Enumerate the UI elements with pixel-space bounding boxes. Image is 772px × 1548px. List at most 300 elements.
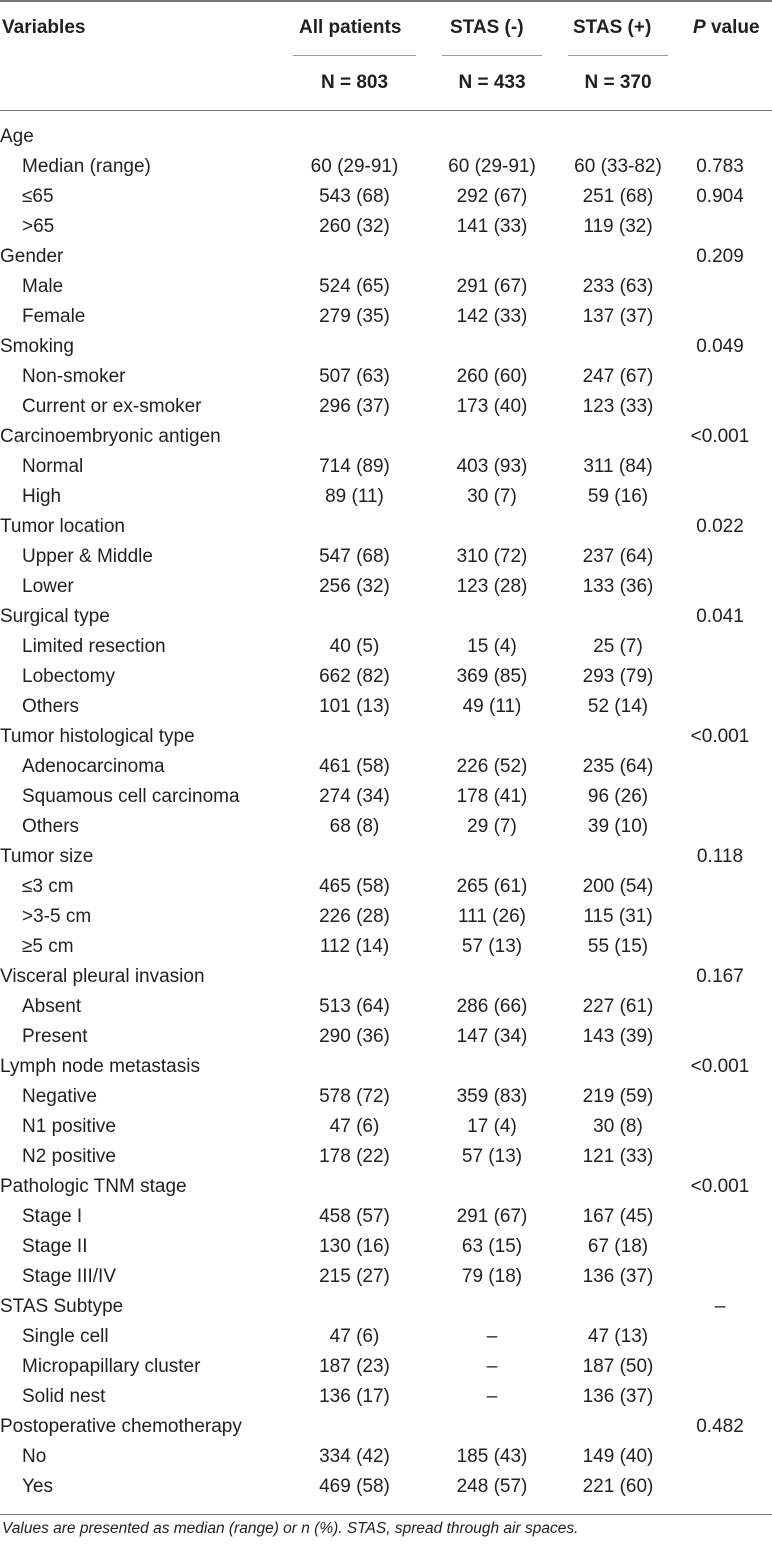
cell-all-patients — [293, 1292, 416, 1322]
cell-all-patients: 112 (14) — [319, 936, 390, 957]
row-label: N2 positive — [22, 1146, 116, 1167]
table-row — [0, 1112, 772, 1142]
row-label: STAS Subtype — [0, 1296, 124, 1317]
cell-all-patients: 279 (35) — [319, 306, 390, 327]
cell-stas-positive: 167 (45) — [582, 1206, 654, 1227]
spacer — [416, 722, 442, 752]
footnote: Values are presented as median (range) or n (%). STAS, spread through air spaces. — [2, 1520, 579, 1537]
spacer — [416, 272, 442, 302]
spacer — [416, 692, 442, 722]
row-label: Smoking — [0, 336, 74, 357]
cell-stas-negative: 29 (7) — [467, 816, 517, 837]
spacer — [542, 212, 568, 242]
cell-stas-negative: 185 (43) — [456, 1446, 528, 1467]
cell-stas-positive: 60 (33-82) — [574, 156, 662, 177]
row-label: Solid nest — [22, 1386, 106, 1407]
spacer — [542, 302, 568, 332]
spacer — [416, 242, 442, 272]
header-p-value — [693, 17, 760, 39]
p-rest: value — [705, 17, 760, 38]
cell-all-patients: 136 (17) — [319, 1386, 390, 1407]
cell-stas-negative — [442, 722, 542, 752]
cell-stas-negative: 291 (67) — [456, 1206, 528, 1227]
cell-stas-positive: 221 (60) — [582, 1476, 654, 1497]
spacer — [416, 392, 442, 422]
row-label: Others — [22, 696, 80, 717]
cell-p-value — [668, 752, 772, 782]
table-row — [0, 1382, 772, 1412]
cell-stas-positive — [568, 1052, 668, 1082]
spacer — [542, 842, 568, 872]
cell-stas-positive: 136 (37) — [582, 1386, 654, 1407]
cell-stas-positive: 136 (37) — [582, 1266, 654, 1287]
spacer — [542, 782, 568, 812]
spacer — [542, 1232, 568, 1262]
cell-stas-negative: 173 (40) — [456, 396, 528, 417]
cell-all-patients: 461 (58) — [319, 756, 390, 777]
spacer — [542, 602, 568, 632]
table-row — [0, 182, 772, 212]
table-row — [0, 692, 772, 722]
cell-stas-negative — [442, 1052, 542, 1082]
cell-all-patients: 290 (36) — [319, 1026, 390, 1047]
cell-stas-negative: 286 (66) — [456, 996, 528, 1017]
cell-p-value — [668, 122, 772, 152]
spacer — [416, 182, 442, 212]
top-rule — [0, 0, 772, 2]
cell-stas-positive: 67 (18) — [587, 1236, 649, 1257]
cell-stas-positive: 233 (63) — [582, 276, 654, 297]
bottom-rule — [0, 1514, 772, 1515]
spacer — [542, 572, 568, 602]
spacer — [416, 542, 442, 572]
spacer — [542, 482, 568, 512]
cell-p-value — [668, 452, 772, 482]
cell-stas-positive: 30 (8) — [593, 1116, 643, 1137]
header-rule — [0, 110, 772, 111]
row-label: Median (range) — [22, 156, 151, 177]
cell-stas-positive — [568, 722, 668, 752]
table-row — [0, 1442, 772, 1472]
spacer — [542, 452, 568, 482]
cell-stas-negative: 123 (28) — [456, 576, 528, 597]
spacer — [542, 1082, 568, 1112]
spacer — [542, 1022, 568, 1052]
row-label: Adenocarcinoma — [22, 756, 165, 777]
spacer — [542, 512, 568, 542]
table-row — [0, 1202, 772, 1232]
spacer — [416, 962, 442, 992]
row-label: N1 positive — [22, 1116, 116, 1137]
cell-stas-positive: 115 (31) — [583, 906, 653, 927]
table-row — [0, 1142, 772, 1172]
spacer — [542, 1382, 568, 1412]
cell-stas-negative: 141 (33) — [456, 216, 528, 237]
spacer — [416, 1172, 442, 1202]
group-header-row — [0, 512, 772, 542]
cell-stas-negative — [442, 962, 542, 992]
row-label: Surgical type — [0, 606, 110, 627]
cell-stas-negative: 15 (4) — [467, 636, 517, 657]
table-row — [0, 572, 772, 602]
cell-stas-negative: 291 (67) — [456, 276, 528, 297]
spacer — [542, 992, 568, 1022]
cell-all-patients: 578 (72) — [319, 1086, 390, 1107]
row-label: >65 — [22, 216, 55, 237]
cell-p-value — [668, 1472, 772, 1502]
group-header-row — [0, 1412, 772, 1442]
cell-all-patients: 178 (22) — [319, 1146, 390, 1167]
row-label: Lymph node metastasis — [0, 1056, 200, 1077]
row-label: ≥5 cm — [22, 936, 74, 957]
row-label: >3-5 cm — [22, 906, 92, 927]
spacer — [542, 1112, 568, 1142]
cell-p-value — [668, 482, 772, 512]
spacer — [542, 152, 568, 182]
spacer — [542, 872, 568, 902]
spacer — [416, 1322, 442, 1352]
row-label: Lobectomy — [22, 666, 115, 687]
spacer — [416, 1052, 442, 1082]
spacer — [416, 812, 442, 842]
cell-stas-positive: 121 (33) — [582, 1146, 654, 1167]
table-row — [0, 212, 772, 242]
spacer — [542, 1172, 568, 1202]
table-row — [0, 1082, 772, 1112]
cell-stas-positive — [568, 1412, 668, 1442]
spacer — [416, 1442, 442, 1472]
cell-stas-negative: 57 (13) — [461, 936, 523, 957]
row-label: Normal — [22, 456, 84, 477]
spacer — [416, 1022, 442, 1052]
cell-all-patients: 226 (28) — [319, 906, 390, 927]
cell-stas-positive: 137 (37) — [582, 306, 654, 327]
cell-all-patients — [293, 722, 416, 752]
row-label: Stage II — [22, 1236, 88, 1257]
spacer — [416, 1262, 442, 1292]
cell-stas-negative: 17 (4) — [467, 1116, 517, 1137]
row-label: Stage III/IV — [22, 1266, 116, 1287]
table-row — [0, 1322, 772, 1352]
cell-stas-positive: 55 (15) — [587, 936, 649, 957]
spacer — [416, 482, 442, 512]
cell-all-patients — [293, 962, 416, 992]
spacer — [416, 332, 442, 362]
cell-p-value: <0.001 — [690, 1056, 750, 1077]
row-label: Negative — [22, 1086, 97, 1107]
cell-stas-positive: 133 (36) — [582, 576, 654, 597]
spacer — [542, 422, 568, 452]
table-row — [0, 362, 772, 392]
cell-all-patients: 47 (6) — [329, 1116, 380, 1137]
cell-stas-positive: 39 (10) — [587, 816, 649, 837]
header-underline-pos — [568, 55, 668, 56]
row-label: Female — [22, 306, 86, 327]
row-label: Limited resection — [22, 636, 166, 657]
cell-stas-positive: 200 (54) — [582, 876, 654, 897]
cell-stas-negative: 260 (60) — [456, 366, 528, 387]
cell-all-patients: 130 (16) — [319, 1236, 390, 1257]
row-label: Single cell — [22, 1326, 109, 1347]
spacer — [416, 212, 442, 242]
cell-p-value: 0.041 — [696, 606, 744, 627]
table-row — [0, 992, 772, 1022]
row-label: Current or ex-smoker — [22, 396, 202, 417]
cell-stas-negative — [442, 122, 542, 152]
cell-stas-positive — [568, 602, 668, 632]
spacer — [416, 1112, 442, 1142]
spacer — [542, 122, 568, 152]
row-label: Upper & Middle — [22, 546, 153, 567]
cell-p-value — [668, 662, 772, 692]
spacer — [542, 902, 568, 932]
group-header-row — [0, 122, 772, 152]
cell-stas-positive — [568, 842, 668, 872]
spacer — [416, 632, 442, 662]
cell-stas-negative: 265 (61) — [456, 876, 528, 897]
cell-stas-negative: 57 (13) — [461, 1146, 523, 1167]
cell-all-patients — [293, 1412, 416, 1442]
cell-stas-negative — [442, 1172, 542, 1202]
group-header-row — [0, 722, 772, 752]
group-header-row — [0, 422, 772, 452]
cell-all-patients — [293, 512, 416, 542]
cell-all-patients: 89 (11) — [325, 486, 384, 507]
header-variables: Variables — [2, 17, 86, 38]
spacer — [416, 782, 442, 812]
group-header-row — [0, 1052, 772, 1082]
cell-stas-negative: 403 (93) — [456, 456, 528, 477]
row-label: Yes — [22, 1476, 53, 1497]
cell-stas-positive: 237 (64) — [582, 546, 654, 567]
cell-stas-negative — [442, 512, 542, 542]
cell-p-value — [668, 272, 772, 302]
row-label: Age — [0, 126, 34, 147]
cell-stas-negative: 111 (26) — [458, 906, 526, 927]
spacer — [416, 992, 442, 1022]
spacer — [416, 902, 442, 932]
spacer — [542, 692, 568, 722]
cell-stas-negative: 142 (33) — [456, 306, 528, 327]
row-label: ≤3 cm — [22, 876, 74, 897]
group-header-row — [0, 242, 772, 272]
cell-stas-negative: 292 (67) — [456, 186, 528, 207]
cell-p-value: – — [714, 1296, 726, 1317]
spacer — [416, 1412, 442, 1442]
cell-p-value — [668, 542, 772, 572]
row-label: High — [22, 486, 62, 507]
cell-p-value — [668, 1262, 772, 1292]
cell-stas-positive — [568, 332, 668, 362]
cell-p-value — [668, 782, 772, 812]
spacer — [416, 1202, 442, 1232]
cell-p-value: 0.022 — [696, 516, 744, 537]
cell-stas-negative: 30 (7) — [467, 486, 517, 507]
cell-p-value — [668, 302, 772, 332]
table-row — [0, 1022, 772, 1052]
spacer — [542, 182, 568, 212]
cell-p-value — [668, 872, 772, 902]
spacer — [416, 422, 442, 452]
cell-stas-positive: 219 (59) — [582, 1086, 654, 1107]
spacer — [542, 662, 568, 692]
cell-stas-positive — [568, 242, 668, 272]
cell-stas-negative: – — [486, 1356, 498, 1377]
spacer — [542, 1472, 568, 1502]
table-row — [0, 392, 772, 422]
row-label: Lower — [22, 576, 74, 597]
cell-p-value — [668, 1352, 772, 1382]
cell-p-value — [668, 1382, 772, 1412]
cell-all-patients: 334 (42) — [319, 1446, 390, 1467]
cell-all-patients: 256 (32) — [319, 576, 390, 597]
cell-stas-negative — [442, 1412, 542, 1442]
spacer — [416, 512, 442, 542]
cell-all-patients: 458 (57) — [319, 1206, 390, 1227]
spacer — [542, 1202, 568, 1232]
p-italic: P — [693, 17, 706, 38]
cell-p-value: 0.783 — [696, 156, 744, 177]
spacer — [416, 1082, 442, 1112]
group-header-row — [0, 602, 772, 632]
cell-stas-positive: 149 (40) — [582, 1446, 654, 1467]
cell-all-patients: 507 (63) — [319, 366, 390, 387]
cell-stas-negative: 49 (11) — [462, 696, 522, 717]
cell-p-value — [668, 992, 772, 1022]
table-row — [0, 902, 772, 932]
row-label: Tumor histological type — [0, 726, 195, 747]
table-row — [0, 1232, 772, 1262]
spacer — [416, 1142, 442, 1172]
group-header-row — [0, 1172, 772, 1202]
table-row — [0, 812, 772, 842]
cell-all-patients — [293, 242, 416, 272]
table-row — [0, 632, 772, 662]
n-stas-positive: N = 370 — [584, 72, 652, 93]
cell-all-patients: 524 (65) — [319, 276, 390, 297]
header-stas-negative: STAS (-) — [450, 17, 524, 38]
spacer — [416, 842, 442, 872]
cell-stas-negative: 79 (18) — [461, 1266, 523, 1287]
cell-stas-positive: 293 (79) — [582, 666, 654, 687]
cell-stas-positive: 311 (84) — [583, 456, 653, 477]
spacer — [416, 452, 442, 482]
cell-p-value: 0.049 — [696, 336, 744, 357]
table-row — [0, 752, 772, 782]
cell-all-patients — [293, 602, 416, 632]
cell-all-patients — [293, 332, 416, 362]
table-row — [0, 782, 772, 812]
cell-stas-positive: 59 (16) — [587, 486, 649, 507]
spacer — [542, 1322, 568, 1352]
group-header-row — [0, 332, 772, 362]
cell-all-patients: 465 (58) — [319, 876, 390, 897]
spacer — [416, 662, 442, 692]
cell-stas-negative — [442, 332, 542, 362]
cell-all-patients: 215 (27) — [319, 1266, 390, 1287]
cell-all-patients — [293, 1172, 416, 1202]
spacer — [542, 1352, 568, 1382]
header-all-patients: All patients — [299, 17, 402, 38]
cell-p-value — [668, 812, 772, 842]
spacer — [542, 362, 568, 392]
spacer — [416, 572, 442, 602]
spacer — [416, 1472, 442, 1502]
cell-stas-negative — [442, 242, 542, 272]
spacer — [542, 722, 568, 752]
cell-all-patients: 714 (89) — [319, 456, 390, 477]
cell-stas-positive: 52 (14) — [587, 696, 649, 717]
row-label: Others — [22, 816, 80, 837]
spacer — [542, 542, 568, 572]
cell-p-value: <0.001 — [690, 1176, 750, 1197]
data-table — [0, 122, 772, 1502]
cell-stas-negative — [442, 422, 542, 452]
table-row — [0, 872, 772, 902]
cell-p-value — [668, 1082, 772, 1112]
spacer — [416, 152, 442, 182]
spacer — [416, 1292, 442, 1322]
cell-stas-positive: 227 (61) — [582, 996, 654, 1017]
cell-stas-negative: 310 (72) — [456, 546, 528, 567]
cell-stas-positive: 187 (50) — [582, 1356, 654, 1377]
row-label: Squamous cell carcinoma — [22, 786, 240, 807]
cell-stas-negative: – — [486, 1386, 498, 1407]
spacer — [416, 122, 442, 152]
spacer — [416, 602, 442, 632]
cell-stas-negative — [442, 1292, 542, 1322]
spacer — [416, 362, 442, 392]
header-underline-all — [293, 55, 416, 56]
cell-all-patients: 40 (5) — [329, 636, 380, 657]
spacer — [542, 1262, 568, 1292]
cell-stas-positive — [568, 1172, 668, 1202]
cell-stas-negative: 60 (29-91) — [448, 156, 536, 177]
row-label: No — [22, 1446, 47, 1467]
cell-p-value: 0.904 — [696, 186, 744, 207]
cell-all-patients: 274 (34) — [319, 786, 390, 807]
cell-stas-negative: 248 (57) — [456, 1476, 528, 1497]
spacer — [542, 1292, 568, 1322]
cell-stas-negative — [442, 842, 542, 872]
table-row — [0, 452, 772, 482]
spacer — [542, 812, 568, 842]
cell-stas-positive: 47 (13) — [587, 1326, 649, 1347]
cell-all-patients — [293, 842, 416, 872]
cell-stas-positive: 119 (32) — [583, 216, 653, 237]
cell-stas-positive: 143 (39) — [582, 1026, 654, 1047]
cell-all-patients: 60 (29-91) — [310, 156, 399, 177]
spacer — [542, 1142, 568, 1172]
row-label: Postoperative chemotherapy — [0, 1416, 242, 1437]
cell-stas-negative: – — [486, 1326, 498, 1347]
cell-p-value — [668, 632, 772, 662]
spacer — [542, 1412, 568, 1442]
spacer — [542, 962, 568, 992]
cell-p-value: 0.209 — [696, 246, 744, 267]
spacer — [542, 1052, 568, 1082]
table-row — [0, 272, 772, 302]
cell-stas-negative — [442, 602, 542, 632]
cell-p-value — [668, 362, 772, 392]
cell-stas-negative: 226 (52) — [456, 756, 528, 777]
spacer — [542, 392, 568, 422]
row-label: Visceral pleural invasion — [0, 966, 205, 987]
cell-all-patients: 296 (37) — [319, 396, 390, 417]
cell-stas-positive: 123 (33) — [582, 396, 654, 417]
cell-stas-negative: 178 (41) — [456, 786, 528, 807]
cell-all-patients: 47 (6) — [329, 1326, 380, 1347]
